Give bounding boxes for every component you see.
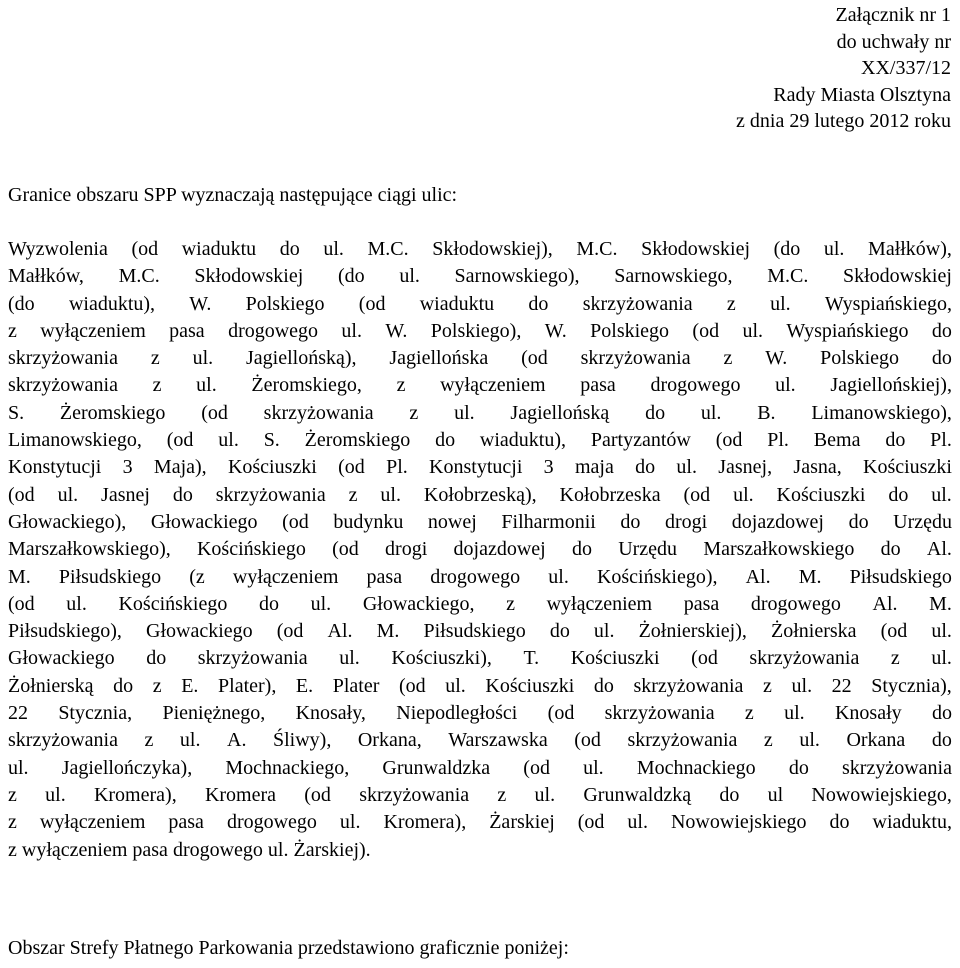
word: drogowego xyxy=(430,565,521,588)
paragraph-line xyxy=(8,591,952,618)
word: skrzyżowania xyxy=(263,401,374,424)
word: Jagiellońską), xyxy=(245,347,357,370)
word: z xyxy=(506,592,515,615)
word: wyłączeniem xyxy=(39,811,146,834)
paragraph-line xyxy=(8,345,952,372)
word: dojazdowej xyxy=(731,510,824,533)
word: Skłodowskiej xyxy=(194,265,304,288)
word: skrzyżowania xyxy=(215,483,326,506)
word: (od xyxy=(683,483,711,506)
word: Jagiellońskiej), xyxy=(830,374,952,397)
word: skrzyżowania xyxy=(633,674,744,697)
word: E. xyxy=(295,674,314,697)
word: Wyspiańskiego xyxy=(786,319,909,342)
word: do xyxy=(645,401,666,424)
word: Żołnierską xyxy=(8,674,94,697)
header-line: XX/337/12 xyxy=(861,57,951,79)
word: Orkana, xyxy=(357,729,422,752)
word: drogowego xyxy=(226,811,317,834)
word: skrzyżowania xyxy=(582,292,693,315)
word: ul. xyxy=(341,319,362,342)
word: drogi xyxy=(665,510,708,533)
paragraph-line xyxy=(8,454,952,481)
word: ul. xyxy=(534,783,556,806)
word: Marszałkowskiego), xyxy=(8,538,171,561)
word: z xyxy=(723,347,733,370)
paragraph-line xyxy=(8,837,952,864)
word: Głowackiego, xyxy=(362,592,475,615)
word: do xyxy=(880,538,901,561)
word: Polskiego xyxy=(245,292,325,315)
word: dojazdowej xyxy=(453,538,546,561)
word: M.C. xyxy=(767,265,809,288)
word: Al. xyxy=(327,620,353,643)
word: Polskiego), xyxy=(430,319,522,342)
word: Kromera), xyxy=(93,783,177,806)
word: A. xyxy=(227,729,247,752)
word: Knosały, xyxy=(295,702,366,725)
word: ul. xyxy=(310,592,332,615)
word: S. xyxy=(8,401,25,424)
intro-paragraph: Granice obszaru SPP wyznaczają następujące ciągi ulic: xyxy=(8,184,458,206)
word: pasa xyxy=(580,374,616,397)
paragraph-line xyxy=(8,482,952,509)
word: Kołobrzeska xyxy=(559,483,661,506)
word: (od xyxy=(880,620,908,643)
word: ul. xyxy=(583,756,604,779)
word: ul. xyxy=(627,811,648,834)
word: S. xyxy=(263,429,280,452)
word: z xyxy=(152,674,162,697)
word: (od xyxy=(358,292,386,315)
word: Piłsudskiego xyxy=(849,565,952,588)
word: Urzędu xyxy=(618,538,678,561)
word: Konstytucji xyxy=(429,456,523,479)
word: skrzyżowania xyxy=(8,374,118,397)
word: budynku xyxy=(333,510,404,533)
word: (od xyxy=(276,620,304,643)
word: nowej xyxy=(427,510,477,533)
word: Głowackiego), xyxy=(8,510,127,533)
word: skrzyżowania xyxy=(8,347,118,370)
word: (z xyxy=(189,565,205,588)
word: Limanowskiego), xyxy=(811,401,952,424)
word: Niepodległości xyxy=(396,702,518,725)
word: Wyzwolenia xyxy=(8,238,108,260)
word: Wyspiańskiego, xyxy=(824,292,952,315)
word: (od xyxy=(332,538,359,561)
paragraph-line xyxy=(8,509,952,536)
word: Polskiego xyxy=(590,319,670,342)
word: z xyxy=(763,729,773,752)
paragraph-line xyxy=(8,263,952,290)
word: M. xyxy=(376,620,400,643)
word: z xyxy=(8,319,17,342)
word: Kościuszki xyxy=(485,674,575,697)
word: Żołnierska xyxy=(770,620,857,643)
word: ul. xyxy=(8,756,29,779)
word: do xyxy=(829,811,850,834)
word: z xyxy=(8,838,17,861)
word: Warszawska xyxy=(448,729,548,752)
word: M. xyxy=(8,565,31,588)
word: ul. xyxy=(454,401,475,424)
word: Jagiellońska xyxy=(389,347,489,370)
word: (do xyxy=(337,265,365,288)
word: wyłączeniem xyxy=(40,319,146,342)
word: Plater xyxy=(332,674,380,697)
word: z xyxy=(396,374,406,397)
word: Kołobrzeską), xyxy=(423,483,537,506)
word: pasa xyxy=(132,838,168,861)
word: Mochnackiego, xyxy=(225,756,350,779)
word: ul. xyxy=(323,238,344,260)
word: ul. xyxy=(445,674,466,697)
word: do xyxy=(885,429,906,452)
word: Żeromskiego xyxy=(59,401,166,424)
word: Bema xyxy=(813,429,861,452)
word: Maja), xyxy=(153,456,207,479)
word: ul. xyxy=(770,292,791,315)
word: maja xyxy=(574,456,614,479)
word: Nowowiejskiego xyxy=(670,811,807,834)
word: drogi xyxy=(385,538,428,561)
word: wiaduktu, xyxy=(872,811,952,834)
word: (od xyxy=(547,702,575,725)
word: Nowowiejskiego, xyxy=(811,783,952,806)
word: Al. xyxy=(745,565,771,588)
word: skrzyżowania xyxy=(197,647,308,670)
footer-paragraph: Obszar Strefy Płatnego Parkowania przedstawiono graficznie poniżej: xyxy=(8,937,569,959)
word: do xyxy=(172,483,193,506)
word: skrzyżowania xyxy=(604,702,715,725)
word: B. xyxy=(757,401,776,424)
word: Marszałkowskiego xyxy=(703,538,855,561)
word: wiaduktu), xyxy=(68,292,156,315)
word: ul. xyxy=(931,647,952,670)
word: z xyxy=(348,483,358,506)
word: W. xyxy=(765,347,788,370)
word: do xyxy=(848,510,869,533)
word: Skłodowskiej xyxy=(641,238,751,260)
word: do xyxy=(788,756,809,779)
word: (od xyxy=(715,429,743,452)
word: ul. xyxy=(931,483,952,506)
word: ul. xyxy=(784,702,805,725)
word: do xyxy=(549,620,570,643)
word: (od xyxy=(523,756,550,779)
word: ul. xyxy=(66,592,87,615)
word: ul. xyxy=(399,265,420,288)
word: Jagiellończyka), xyxy=(61,756,193,779)
word: wiaduktu xyxy=(181,238,257,260)
word: Orkana xyxy=(846,729,906,752)
word: ul. xyxy=(548,565,569,588)
word: Żarskiej). xyxy=(293,838,371,861)
word: 3 xyxy=(543,456,554,479)
word: skrzyżowania xyxy=(749,647,860,670)
word: z xyxy=(890,647,900,670)
word: Piłsudskiego), xyxy=(8,620,122,643)
paragraph-line xyxy=(8,236,952,263)
paragraph-line xyxy=(8,700,952,727)
paragraph-line xyxy=(8,318,952,345)
word: (od xyxy=(398,674,426,697)
word: skrzyżowania xyxy=(580,347,691,370)
header-line: Załącznik nr 1 xyxy=(835,4,951,26)
word: do xyxy=(931,702,952,725)
word: ul. xyxy=(339,647,360,670)
word: Kościuszki xyxy=(227,456,317,479)
word: 22 xyxy=(8,702,28,725)
word: skrzyżowania xyxy=(359,783,470,806)
word: (od xyxy=(131,238,159,260)
word: (od xyxy=(8,483,35,506)
word: Żołnierskiej), xyxy=(638,620,747,643)
word: Pl. xyxy=(767,429,789,452)
word: Kościuszki xyxy=(570,647,660,670)
word: (od xyxy=(574,729,601,752)
word: wyłączeniem xyxy=(440,374,546,397)
word: (od xyxy=(304,783,331,806)
word: Knosały xyxy=(834,702,902,725)
word: Kromera xyxy=(204,783,277,806)
word: Piłsudskiego xyxy=(423,620,526,643)
word: M. xyxy=(798,565,822,588)
word: skrzyżowania xyxy=(627,729,738,752)
word: Plater), xyxy=(218,674,277,697)
word: do xyxy=(435,429,456,452)
word: wyłączeniem xyxy=(232,565,339,588)
word: ul. xyxy=(775,374,796,397)
word: ul. xyxy=(791,674,813,697)
word: Kościńskiego xyxy=(196,538,306,561)
paragraph-line xyxy=(8,755,952,782)
word: Urzędu xyxy=(893,510,952,533)
paragraph-line xyxy=(8,536,952,563)
word: ul. xyxy=(676,456,697,479)
word: ul. xyxy=(267,838,289,861)
word: E. xyxy=(181,674,199,697)
word: do xyxy=(931,347,952,370)
word: Polskiego xyxy=(820,347,900,370)
word: drogowego xyxy=(172,838,263,861)
word: (od xyxy=(201,401,228,424)
word: do xyxy=(113,674,134,697)
word: ul. xyxy=(593,620,615,643)
word: (do xyxy=(773,238,801,260)
word: Sarnowskiego), xyxy=(454,265,580,288)
word: do xyxy=(888,483,909,506)
word: drogowego xyxy=(650,374,741,397)
word: skrzyżowania xyxy=(842,756,952,779)
word: (od xyxy=(521,347,548,370)
word: ul. xyxy=(799,729,820,752)
word: Pl. xyxy=(930,429,952,452)
word: Kromera), xyxy=(383,811,467,834)
word: W. xyxy=(189,292,212,315)
word: Grunwaldzka xyxy=(382,756,491,779)
word: ul. xyxy=(45,783,66,806)
word: wiaduktu), xyxy=(479,429,567,452)
word: Jasnej xyxy=(101,483,150,506)
word: ul. xyxy=(733,483,754,506)
word: (od xyxy=(692,319,720,342)
word: (do xyxy=(8,292,35,315)
word: ul. xyxy=(339,811,361,834)
word: Głowackiego xyxy=(150,510,258,533)
word: ul. xyxy=(179,729,201,752)
paragraph-line xyxy=(8,400,952,427)
word: ul. xyxy=(218,429,239,452)
word: Al. xyxy=(872,592,898,615)
word: ul. xyxy=(196,374,217,397)
word: z xyxy=(152,374,162,397)
word: z xyxy=(763,674,772,697)
word: Małłków), xyxy=(868,238,952,260)
header-line: Rady Miasta Olsztyna xyxy=(773,83,951,106)
word: do xyxy=(719,783,740,806)
word: (od xyxy=(8,592,35,615)
word: Kościuszki xyxy=(863,456,952,479)
header-line: do uchwały nr xyxy=(836,30,951,53)
word: z xyxy=(409,401,419,424)
paragraph-line xyxy=(8,564,952,591)
word: Kościuszki xyxy=(776,483,866,506)
word: Skłodowskiej xyxy=(843,265,952,288)
word: Jasnej, xyxy=(718,456,773,479)
paragraph-line xyxy=(8,782,952,809)
word: (od xyxy=(691,647,718,670)
word: do xyxy=(146,647,167,670)
word: do xyxy=(593,674,614,697)
word: do xyxy=(528,292,549,315)
word: wiaduktu xyxy=(419,292,495,315)
word: Stycznia, xyxy=(58,702,133,725)
word: do xyxy=(931,729,952,752)
word: Jagiellońską xyxy=(510,401,610,424)
word: Kościńskiego), xyxy=(596,565,718,588)
word: z xyxy=(497,783,507,806)
word: ul. xyxy=(742,319,764,342)
paragraph-line xyxy=(8,727,952,754)
word: Partyzantów xyxy=(590,429,691,452)
attachment-header xyxy=(736,2,951,135)
paragraph-line xyxy=(8,427,952,454)
word: do xyxy=(931,319,952,342)
word: Głowackiego xyxy=(8,647,115,670)
word: Piłsudskiego xyxy=(58,565,162,588)
word: do xyxy=(259,592,279,615)
word: (od xyxy=(338,456,365,479)
word: z xyxy=(144,729,154,752)
word: Stycznia), xyxy=(871,674,952,697)
paragraph-line xyxy=(8,291,952,318)
word: do xyxy=(571,538,592,561)
word: Al. xyxy=(926,538,952,561)
word: Żeromskiego, xyxy=(251,374,362,397)
word: (od xyxy=(577,811,605,834)
word: ul. xyxy=(57,483,79,506)
word: z xyxy=(726,292,736,315)
paragraph-line xyxy=(8,645,952,672)
word: M.C. xyxy=(576,238,618,260)
word: Grunwaldzką xyxy=(583,783,692,806)
word: Żeromskiego xyxy=(304,429,411,452)
paragraph-line xyxy=(8,618,952,645)
word: T. xyxy=(523,647,540,670)
word: ul. xyxy=(380,483,401,506)
word: (od xyxy=(166,429,194,452)
paragraph-line xyxy=(8,673,952,700)
word: ul. xyxy=(700,401,722,424)
word: Małłków, xyxy=(8,265,84,288)
word: W. xyxy=(544,319,567,342)
word: (od xyxy=(282,510,309,533)
word: 3 xyxy=(122,456,133,479)
word: z xyxy=(744,702,754,725)
word: Skłodowskiej), xyxy=(432,238,553,260)
word: drogowego xyxy=(750,592,841,615)
word: Mochnackiego xyxy=(636,756,756,779)
word: Limanowskiego, xyxy=(8,429,142,452)
word: Żarskiej xyxy=(489,811,555,834)
word: wyłączeniem xyxy=(546,592,653,615)
word: M.C. xyxy=(118,265,160,288)
word: M.C. xyxy=(367,238,409,260)
word: skrzyżowania xyxy=(8,729,118,752)
word: wyłączeniem xyxy=(21,838,128,861)
word: Sarnowskiego, xyxy=(614,265,733,288)
word: 22 xyxy=(831,674,852,697)
word: ul. xyxy=(931,620,952,643)
word: M. xyxy=(929,592,952,615)
word: pasa xyxy=(366,565,403,588)
word: Kościuszki), xyxy=(391,647,492,670)
word: ul. xyxy=(192,347,214,370)
word: pasa xyxy=(168,811,204,834)
word: Filharmonii xyxy=(501,510,596,533)
word: do xyxy=(635,456,656,479)
paragraph-line xyxy=(8,809,952,836)
header-line: z dnia 29 lutego 2012 roku xyxy=(736,110,951,132)
word: pasa xyxy=(683,592,720,615)
word: z xyxy=(8,783,17,806)
word: drogowego xyxy=(228,319,319,342)
word: Konstytucji xyxy=(8,456,102,479)
word: do xyxy=(279,238,300,260)
word: do xyxy=(620,510,641,533)
word: ul. xyxy=(823,238,845,260)
word: Głowackiego xyxy=(146,620,253,643)
word: ul xyxy=(767,783,784,806)
word: Śliwy), xyxy=(272,729,332,752)
word: Pl. xyxy=(386,456,408,479)
word: Kościńskiego xyxy=(118,592,228,615)
paragraph-line xyxy=(8,372,952,399)
word: Jasna, xyxy=(793,456,842,479)
word: Pieniężnego, xyxy=(162,702,266,725)
word: z xyxy=(8,811,17,834)
word: W. xyxy=(385,319,408,342)
word: pasa xyxy=(169,319,205,342)
word: z xyxy=(150,347,160,370)
street-list-paragraph xyxy=(8,236,952,864)
